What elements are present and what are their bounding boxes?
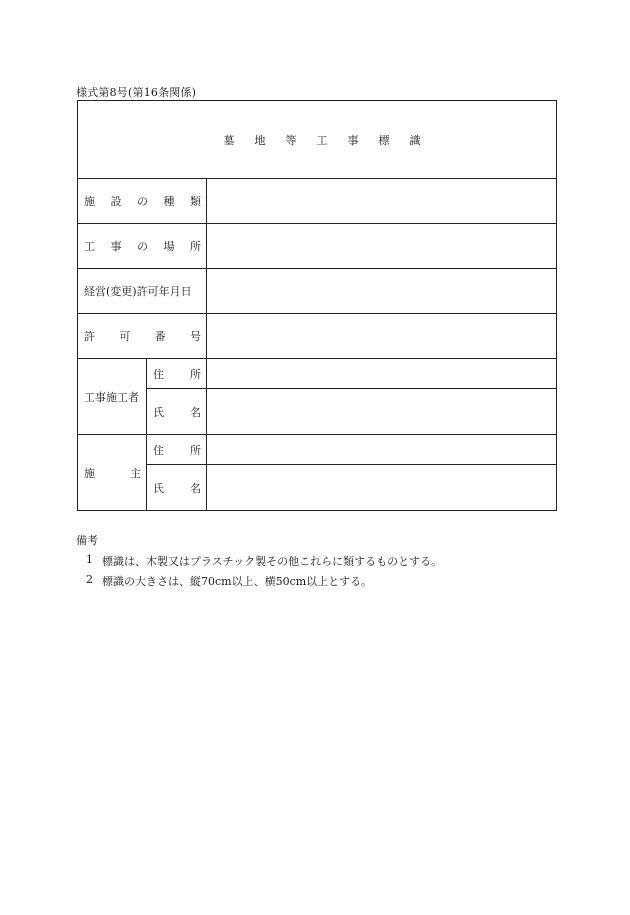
contractor-address-value — [207, 359, 557, 389]
contractor-name-value — [207, 389, 557, 435]
remarks-heading: 備考 — [76, 534, 98, 547]
remarks-section — [76, 532, 442, 593]
construction-site-label: 工 事 の 場 所 — [78, 224, 207, 269]
title-char: 地 — [254, 133, 276, 147]
remarks-item: 2 標識の大きさは、縦70cm以上、横50cm以上とする。 — [86, 573, 373, 588]
owner-name-value — [207, 465, 557, 511]
sign-table — [77, 100, 557, 511]
contractor-name-label: 氏 名 — [147, 389, 207, 435]
owner-address-label: 住 所 — [147, 435, 207, 465]
owner-address-value — [207, 435, 557, 465]
remarks-item: 1 標識は、木製又はプラスチック製その他これらに類するものとする。 — [86, 553, 443, 568]
sign-title — [78, 101, 557, 179]
permit-date-label: 経営(変更)許可年月日 — [78, 269, 207, 314]
title-char: 等 — [285, 133, 307, 147]
title-char: 工 — [316, 133, 338, 147]
title-char: 事 — [347, 133, 369, 147]
contractor-label: 工事施工者 — [78, 359, 147, 435]
permit-number-value — [207, 314, 557, 359]
contractor-address-label: 住 所 — [147, 359, 207, 389]
owner-label: 施 主 — [78, 435, 147, 511]
facility-type-value — [207, 179, 557, 224]
title-char: 墓 — [223, 133, 245, 147]
construction-site-value — [207, 224, 557, 269]
permit-date-value — [207, 269, 557, 314]
permit-number-label: 許 可 番 号 — [78, 314, 207, 359]
owner-name-label: 氏 名 — [147, 465, 207, 511]
title-char: 識 — [409, 133, 431, 147]
form-number: 様式第8号(第16条関係) — [76, 86, 197, 99]
title-char: 標 — [378, 133, 400, 147]
facility-type-label: 施 設 の 種 類 — [78, 179, 207, 224]
